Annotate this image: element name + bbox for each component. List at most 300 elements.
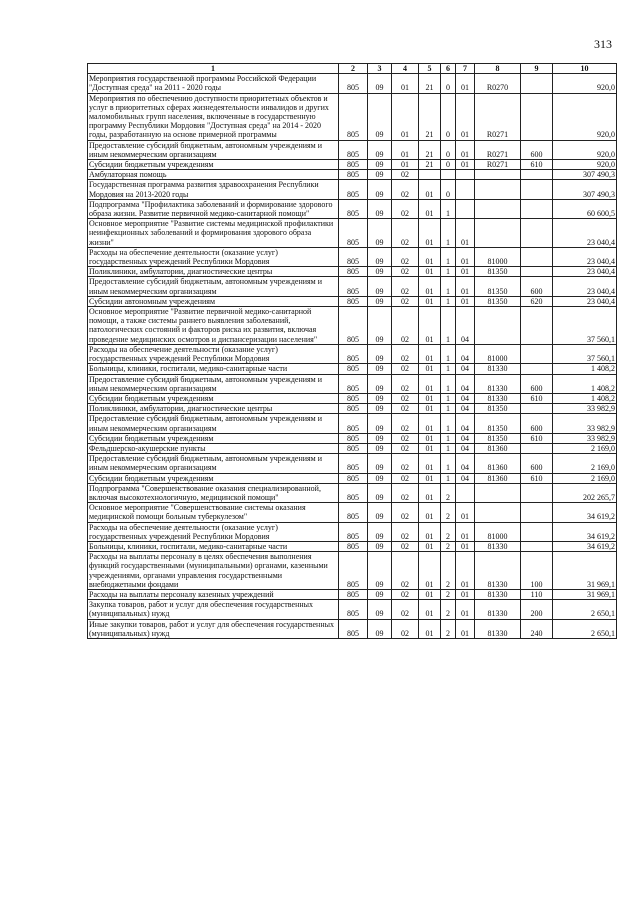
amount-cell: 920,0 [553,93,617,140]
row-name-cell: Расходы на обеспечение деятельности (оказание услуг) государственных учреждений Республики Мордовия [88,522,339,541]
row-name-cell: Субсидии автономным учреждениям [88,296,339,306]
row-name-cell: Субсидии бюджетным учреждениям [88,473,339,483]
code-cell: 04 [456,443,475,453]
code-cell: 09 [368,552,392,590]
amount-cell: 33 982,9 [553,414,617,433]
code-cell: 1 [441,344,456,363]
code-cell: 805 [339,74,368,93]
code-cell: 805 [339,473,368,483]
code-cell: 04 [456,393,475,403]
code-cell: 805 [339,140,368,159]
amount-cell: 23 040,4 [553,219,617,248]
code-cell: 1 [441,296,456,306]
code-cell: 01 [456,522,475,541]
amount-cell: 1 408,2 [553,374,617,393]
code-cell: 01 [419,344,441,363]
row-name-cell: Предоставление субсидий бюджетным, автономным учреждениям и иным некоммерческим организациям [88,140,339,159]
amount-cell: 23 040,4 [553,296,617,306]
table-row [88,414,617,433]
code-cell: 2 [441,600,456,619]
code-cell: 02 [392,443,419,453]
code-cell: 805 [339,433,368,443]
table-row [88,364,617,374]
row-name-cell: Мероприятия государственной программы Российской Федерации "Доступная среда" на 2011 - 2020 годы [88,74,339,93]
code-cell: 81360 [475,473,521,483]
code-cell: 04 [456,374,475,393]
amount-cell: 1 408,2 [553,364,617,374]
code-cell [521,267,553,277]
table-row [88,552,617,590]
table-row [88,93,617,140]
code-cell: 01 [456,503,475,522]
code-cell: 09 [368,267,392,277]
table-row [88,277,617,296]
code-cell: 81330 [475,541,521,551]
page-number: 313 [594,37,612,51]
row-name-cell: Предоставление субсидий бюджетным, автономным учреждениям и иным некоммерческим организациям [88,374,339,393]
code-cell: 01 [419,473,441,483]
code-cell: 09 [368,219,392,248]
code-cell: 81360 [475,454,521,473]
code-cell: R0271 [475,93,521,140]
amount-cell: 307 490,3 [553,180,617,199]
row-name-cell: Государственная программа развития здравоохранения Республики Мордовия на 2013-2020 годы [88,180,339,199]
table-row [88,541,617,551]
code-cell: 805 [339,552,368,590]
table-row [88,267,617,277]
code-cell: 02 [392,541,419,551]
code-cell [521,219,553,248]
code-cell: 01 [456,552,475,590]
code-cell: 21 [419,160,441,170]
code-cell: 610 [521,433,553,443]
code-cell: 04 [456,414,475,433]
code-cell: 805 [339,414,368,433]
code-cell: 2 [441,619,456,638]
code-cell: 805 [339,443,368,453]
amount-cell: 31 969,1 [553,589,617,599]
code-cell [521,522,553,541]
code-cell [419,170,441,180]
amount-cell: 31 969,1 [553,552,617,590]
code-cell: 81330 [475,589,521,599]
code-cell: 09 [368,619,392,638]
table-row [88,219,617,248]
header-row [88,64,617,74]
code-cell: 1 [441,247,456,266]
code-cell: 01 [419,483,441,502]
code-cell: 02 [392,483,419,502]
code-cell: 01 [419,503,441,522]
amount-cell: 202 265,7 [553,483,617,502]
code-cell: 610 [521,160,553,170]
code-cell: 09 [368,433,392,443]
code-cell: 02 [392,522,419,541]
code-cell: 81350 [475,414,521,433]
row-name-cell: Больницы, клиники, госпитали, медико-санитарные части [88,541,339,551]
code-cell: 01 [419,589,441,599]
code-cell: 01 [419,247,441,266]
amount-cell: 60 600,5 [553,199,617,218]
code-cell: 09 [368,180,392,199]
code-cell: 01 [456,600,475,619]
code-cell: 09 [368,140,392,159]
table-row [88,344,617,363]
code-cell: 02 [392,199,419,218]
code-cell: 81330 [475,393,521,403]
code-cell: 1 [441,199,456,218]
code-cell: 02 [392,473,419,483]
code-cell: 805 [339,296,368,306]
code-cell: 09 [368,443,392,453]
code-cell: 02 [392,393,419,403]
code-cell: 21 [419,74,441,93]
amount-cell: 2 169,0 [553,443,617,453]
amount-cell: 2 169,0 [553,454,617,473]
code-cell: 02 [392,247,419,266]
column-header: 3 [368,64,392,74]
code-cell: 1 [441,307,456,345]
code-cell: 04 [456,433,475,443]
code-cell: 09 [368,414,392,433]
amount-cell: 920,0 [553,160,617,170]
code-cell [521,247,553,266]
code-cell [475,483,521,502]
code-cell: 21 [419,140,441,159]
code-cell: 09 [368,404,392,414]
code-cell: 600 [521,277,553,296]
code-cell: 04 [456,404,475,414]
table-row [88,160,617,170]
code-cell: 610 [521,473,553,483]
table-row [88,443,617,453]
row-name-cell: Иные закупки товаров, работ и услуг для обеспечения государственных (муниципальных) нужд [88,619,339,638]
code-cell: 01 [456,541,475,551]
code-cell: 04 [456,454,475,473]
row-name-cell: Расходы на выплаты персоналу казенных учреждений [88,589,339,599]
code-cell: 01 [456,589,475,599]
code-cell: 610 [521,393,553,403]
code-cell: 09 [368,541,392,551]
table-row [88,199,617,218]
code-cell: 02 [392,180,419,199]
code-cell: 02 [392,404,419,414]
code-cell: 01 [419,393,441,403]
code-cell: 805 [339,93,368,140]
code-cell [521,443,553,453]
code-cell [521,503,553,522]
code-cell: 01 [419,414,441,433]
code-cell: 1 [441,433,456,443]
code-cell: 805 [339,600,368,619]
code-cell: 1 [441,267,456,277]
table-row [88,307,617,345]
code-cell: 81330 [475,600,521,619]
row-name-cell: Поликлиники, амбулатории, диагностические центры [88,404,339,414]
row-name-cell: Поликлиники, амбулатории, диагностические центры [88,267,339,277]
code-cell: 09 [368,93,392,140]
column-header: 8 [475,64,521,74]
amount-cell: 2 650,1 [553,600,617,619]
table-row [88,589,617,599]
code-cell: 1 [441,473,456,483]
row-name-cell: Расходы на обеспечение деятельности (оказание услуг) государственных учреждений Республики Мордовия [88,247,339,266]
code-cell: 81000 [475,247,521,266]
code-cell: 805 [339,364,368,374]
code-cell: 09 [368,247,392,266]
column-header: 4 [392,64,419,74]
code-cell: 81360 [475,443,521,453]
code-cell: 1 [441,374,456,393]
code-cell [521,170,553,180]
code-cell [521,364,553,374]
code-cell: 2 [441,589,456,599]
code-cell: 1 [441,454,456,473]
column-header: 9 [521,64,553,74]
code-cell: 02 [392,600,419,619]
amount-cell: 37 560,1 [553,344,617,363]
row-name-cell: Амбулаторная помощь [88,170,339,180]
code-cell: 02 [392,307,419,345]
code-cell: 01 [419,454,441,473]
code-cell: 01 [456,277,475,296]
amount-cell: 920,0 [553,74,617,93]
code-cell: 09 [368,307,392,345]
column-header: 2 [339,64,368,74]
code-cell: 805 [339,404,368,414]
table-row [88,296,617,306]
row-name-cell: Основное мероприятие "Развитие первичной медико-санитарной помощи, а также системы раннего выявления заболеваний, патологических состояний и факторов риска их развития, включая проведение медицинских осмотров и диспансеризации населения" [88,307,339,345]
code-cell: 01 [392,140,419,159]
code-cell: 01 [419,619,441,638]
code-cell: 805 [339,170,368,180]
code-cell: 01 [392,160,419,170]
amount-cell: 1 408,2 [553,393,617,403]
code-cell: 1 [441,364,456,374]
code-cell: 02 [392,503,419,522]
code-cell: 09 [368,600,392,619]
code-cell: 2 [441,483,456,502]
code-cell [521,404,553,414]
code-cell: 01 [419,522,441,541]
code-cell: 2 [441,541,456,551]
code-cell: 01 [419,277,441,296]
row-name-cell: Фельдшерско-акушерские пункты [88,443,339,453]
code-cell: 09 [368,277,392,296]
code-cell: 805 [339,454,368,473]
table-row [88,393,617,403]
table-row [88,433,617,443]
code-cell: 01 [392,74,419,93]
table-row [88,454,617,473]
table-row [88,522,617,541]
column-header: 10 [553,64,617,74]
budget-table [87,63,617,639]
code-cell [521,307,553,345]
code-cell: 02 [392,552,419,590]
code-cell: 805 [339,307,368,345]
code-cell: 01 [419,296,441,306]
row-name-cell: Предоставление субсидий бюджетным, автономным учреждениям и иным некоммерческим организациям [88,454,339,473]
amount-cell: 2 650,1 [553,619,617,638]
row-name-cell: Подпрограмма "Профилактика заболеваний и формирование здорового образа жизни. Развитие первичной медико-санитарной помощи" [88,199,339,218]
code-cell: 81350 [475,404,521,414]
code-cell: 81350 [475,296,521,306]
code-cell: 02 [392,277,419,296]
code-cell: 02 [392,433,419,443]
code-cell: R0270 [475,74,521,93]
table-row [88,473,617,483]
row-name-cell: Предоставление субсидий бюджетным, автономным учреждениям и иным некоммерческим организациям [88,277,339,296]
code-cell [521,180,553,199]
code-cell: 01 [456,219,475,248]
code-cell: 1 [441,393,456,403]
table-row [88,140,617,159]
code-cell: 805 [339,503,368,522]
code-cell: 0 [441,140,456,159]
code-cell: 600 [521,140,553,159]
code-cell [475,503,521,522]
code-cell: 01 [419,267,441,277]
amount-cell: 33 982,9 [553,433,617,443]
code-cell: 805 [339,199,368,218]
code-cell: 805 [339,619,368,638]
code-cell: 01 [456,247,475,266]
code-cell [521,344,553,363]
code-cell [456,483,475,502]
amount-cell: 307 490,3 [553,170,617,180]
code-cell: 0 [441,160,456,170]
code-cell: 04 [456,307,475,345]
code-cell [475,170,521,180]
code-cell: 02 [392,219,419,248]
code-cell: 2 [441,503,456,522]
table-row [88,404,617,414]
code-cell: 04 [456,364,475,374]
code-cell: 805 [339,589,368,599]
code-cell: 01 [419,180,441,199]
code-cell: 21 [419,93,441,140]
code-cell: 01 [419,552,441,590]
code-cell: 81330 [475,364,521,374]
code-cell: 01 [419,404,441,414]
amount-cell: 2 169,0 [553,473,617,483]
row-name-cell: Основное мероприятие "Развитие системы медицинской профилактики неинфекционных заболеваний и формирования здорового образа жизни" [88,219,339,248]
code-cell: 805 [339,247,368,266]
code-cell: 09 [368,296,392,306]
code-cell: 805 [339,160,368,170]
code-cell: 81000 [475,344,521,363]
code-cell: 01 [419,199,441,218]
code-cell: 240 [521,619,553,638]
code-cell: 01 [456,619,475,638]
table-row [88,180,617,199]
column-header: 6 [441,64,456,74]
code-cell: 09 [368,454,392,473]
code-cell: 01 [456,160,475,170]
code-cell: 01 [456,140,475,159]
table-row [88,600,617,619]
code-cell: 09 [368,589,392,599]
code-cell: 81350 [475,433,521,443]
code-cell: 805 [339,522,368,541]
code-cell [475,219,521,248]
code-cell [521,199,553,218]
code-cell: 1 [441,277,456,296]
amount-cell: 37 560,1 [553,307,617,345]
row-name-cell: Субсидии бюджетным учреждениям [88,433,339,443]
code-cell: 01 [419,600,441,619]
table-row [88,619,617,638]
code-cell [475,199,521,218]
code-cell: 81330 [475,552,521,590]
amount-cell: 34 619,2 [553,541,617,551]
amount-cell: 23 040,4 [553,267,617,277]
code-cell: 04 [456,344,475,363]
code-cell: 805 [339,393,368,403]
code-cell: 02 [392,364,419,374]
code-cell: 09 [368,364,392,374]
table-row [88,247,617,266]
code-cell: 81000 [475,522,521,541]
code-cell: 09 [368,393,392,403]
code-cell: 2 [441,552,456,590]
code-cell: 81330 [475,374,521,393]
code-cell: 01 [419,307,441,345]
code-cell: 01 [419,433,441,443]
code-cell: 01 [419,219,441,248]
code-cell: 09 [368,74,392,93]
row-name-cell: Закупка товаров, работ и услуг для обеспечения государственных (муниципальных) нужд [88,600,339,619]
code-cell: 110 [521,589,553,599]
code-cell [521,541,553,551]
code-cell [521,74,553,93]
amount-cell: 34 619,2 [553,503,617,522]
table-row [88,503,617,522]
code-cell: 02 [392,619,419,638]
code-cell: 1 [441,414,456,433]
code-cell: 01 [456,74,475,93]
code-cell: R0271 [475,140,521,159]
code-cell: 1 [441,404,456,414]
code-cell [521,93,553,140]
code-cell: 01 [419,443,441,453]
code-cell: 81350 [475,267,521,277]
code-cell [456,180,475,199]
code-cell: 805 [339,267,368,277]
code-cell: 09 [368,344,392,363]
code-cell: 1 [441,219,456,248]
code-cell: 09 [368,170,392,180]
code-cell: 620 [521,296,553,306]
code-cell: 805 [339,483,368,502]
code-cell: 01 [419,364,441,374]
code-cell: 09 [368,473,392,483]
amount-cell: 34 619,2 [553,522,617,541]
code-cell: 81350 [475,277,521,296]
code-cell: 01 [456,267,475,277]
code-cell: 805 [339,277,368,296]
table-row [88,74,617,93]
row-name-cell: Предоставление субсидий бюджетным, автономным учреждениям и иным некоммерческим организациям [88,414,339,433]
code-cell: 09 [368,483,392,502]
code-cell: 09 [368,503,392,522]
code-cell: 02 [392,296,419,306]
code-cell: 805 [339,344,368,363]
row-name-cell: Больницы, клиники, госпитали, медико-санитарные части [88,364,339,374]
table-body [88,74,617,639]
code-cell: 0 [441,180,456,199]
